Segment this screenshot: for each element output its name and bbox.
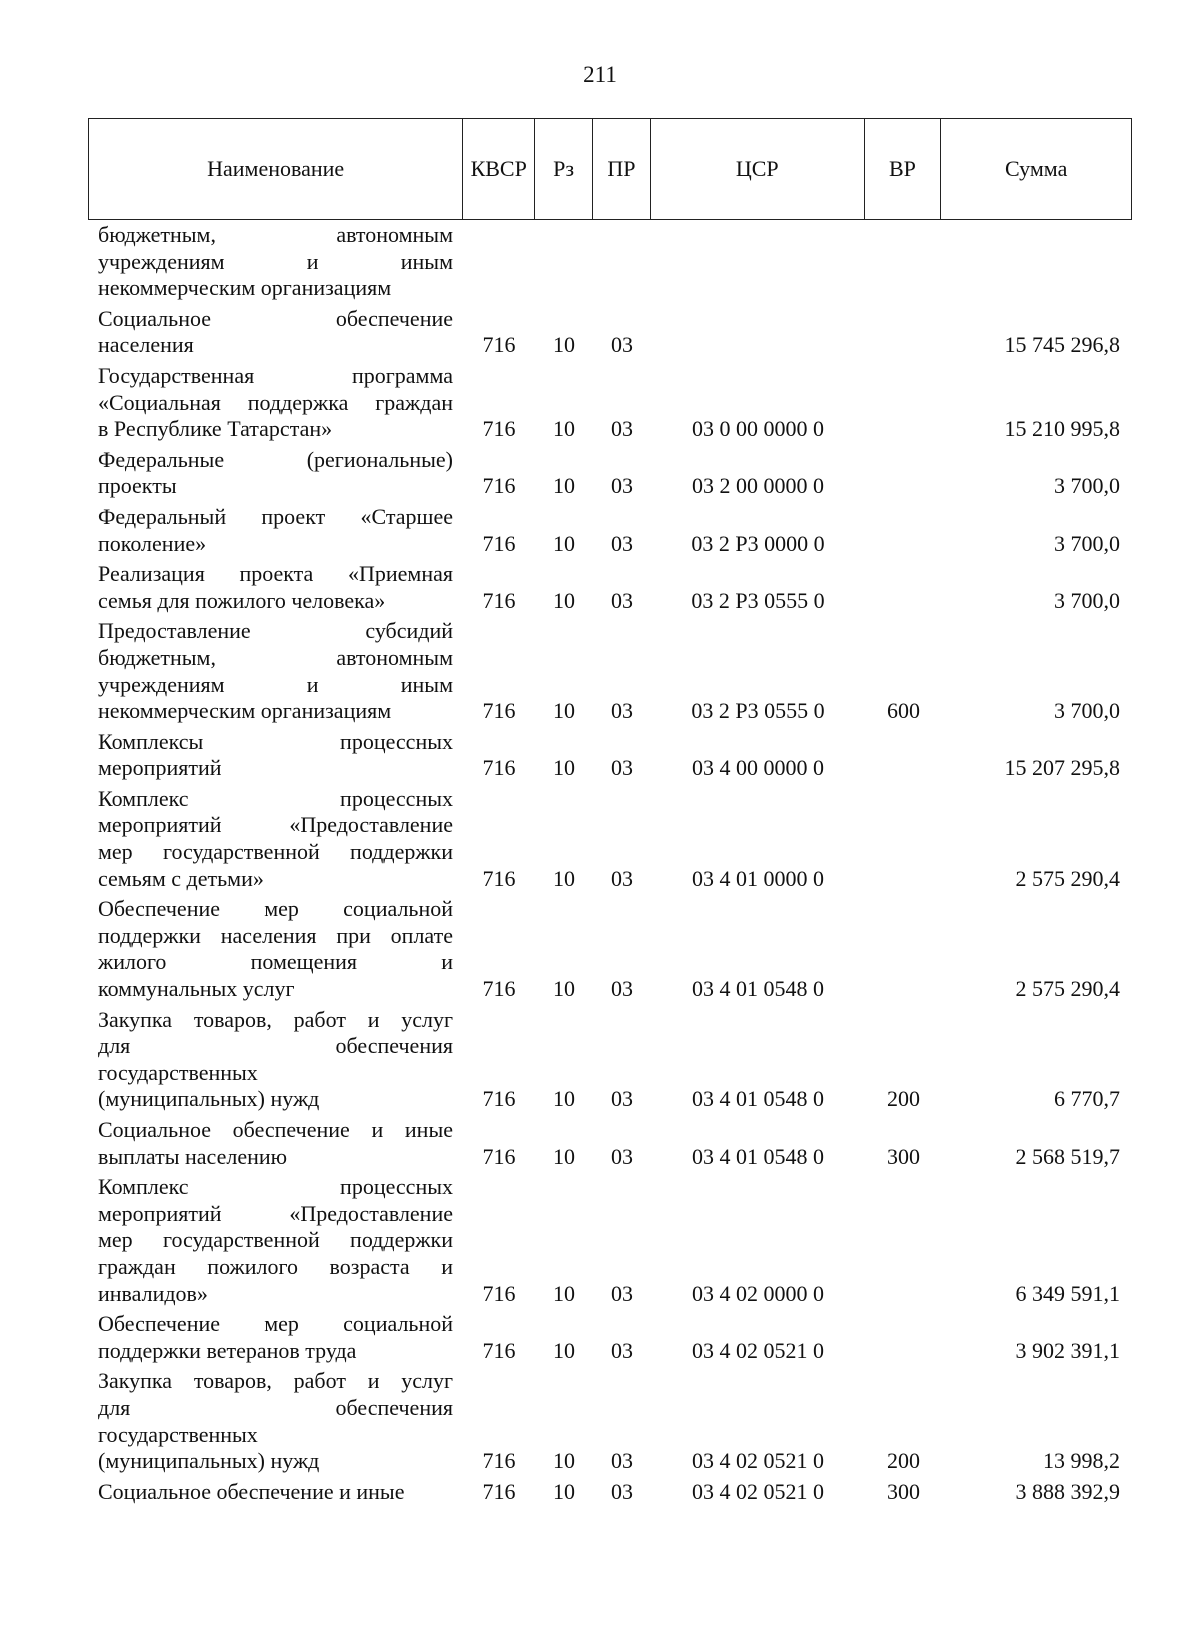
table-row	[88, 222, 1132, 302]
table-row	[88, 1117, 1132, 1170]
row-name	[88, 561, 463, 614]
row-name-line: некоммерческим организациям	[98, 698, 392, 724]
row-pr: 03	[611, 698, 633, 724]
row-name-line: государственных	[98, 1421, 258, 1447]
row-kvsr: 716	[482, 1280, 516, 1306]
row-kvsr: 716	[482, 1086, 516, 1112]
row-name-line: мероприятий	[98, 755, 222, 781]
page-number: 211	[583, 62, 617, 87]
header-pr: ПР	[593, 119, 651, 219]
row-name-line: (муниципальных) нужд	[98, 1086, 320, 1112]
row-kvsr: 716	[482, 976, 516, 1002]
row-name-line: Закупка товаров, работ и услуг	[98, 1368, 453, 1394]
row-rz: 10	[553, 1280, 575, 1306]
row-name-line: Федеральный проект «Старшее	[98, 503, 453, 529]
row-vr: 300	[887, 1143, 920, 1169]
row-kvsr: 716	[482, 1143, 516, 1169]
row-name-line: Обеспечение мер социальной	[98, 896, 453, 922]
row-pr: 03	[611, 587, 633, 613]
row-sum: 6 770,7	[1054, 1086, 1120, 1112]
row-kvsr: 716	[482, 332, 516, 358]
row-pr: 03	[611, 473, 633, 499]
row-vr: 200	[887, 1448, 920, 1474]
row-name-line: коммунальных услуг	[98, 976, 295, 1002]
row-csr: 03 4 02 0521 0	[692, 1478, 824, 1504]
row-rz: 10	[553, 1448, 575, 1474]
row-csr: 03 4 00 0000 0	[692, 755, 824, 781]
row-name	[88, 1174, 463, 1307]
row-kvsr: 716	[482, 530, 516, 556]
row-csr: 03 4 01 0548 0	[692, 1086, 824, 1112]
row-name-line: семья для пожилого человека»	[98, 587, 386, 613]
row-kvsr: 716	[482, 865, 516, 891]
row-sum: 2 568 519,7	[1015, 1143, 1120, 1169]
row-sum: 13 998,2	[1043, 1448, 1120, 1474]
table-row	[88, 1174, 1132, 1307]
row-name-line: государственных	[98, 1059, 258, 1085]
row-sum: 2 575 290,4	[1015, 976, 1120, 1002]
row-name	[88, 1007, 463, 1113]
row-csr: 03 2 Р3 0000 0	[691, 530, 825, 556]
row-pr: 03	[611, 1280, 633, 1306]
row-name-line: мер государственной поддержки	[98, 1227, 453, 1253]
row-name-line: населения	[98, 332, 194, 358]
row-name-line: Социальное обеспечение и иные	[98, 1478, 405, 1504]
table-row	[88, 618, 1132, 724]
row-name-line: Государственная программа	[98, 362, 453, 388]
row-name-line: некоммерческим организациям	[98, 275, 392, 301]
row-kvsr: 716	[482, 755, 516, 781]
row-name-line: бюджетным, автономным	[98, 644, 453, 670]
row-kvsr: 716	[482, 416, 516, 442]
row-name-line: инвалидов»	[98, 1280, 208, 1306]
row-name-line: проекты	[98, 473, 177, 499]
row-kvsr: 716	[482, 473, 516, 499]
row-name-line: поколение»	[98, 530, 207, 556]
row-rz: 10	[553, 587, 575, 613]
row-rz: 10	[553, 755, 575, 781]
row-name-line: Реализация проекта «Приемная	[98, 561, 453, 587]
row-sum: 6 349 591,1	[1015, 1280, 1120, 1306]
table-header	[88, 118, 1132, 220]
row-name-line: семьям с детьми»	[98, 865, 264, 891]
table-row	[88, 729, 1132, 782]
row-name-line: в Республике Татарстан»	[98, 416, 333, 442]
row-name	[88, 222, 463, 302]
row-name-line: Комплексы процессных	[98, 728, 453, 754]
row-name	[88, 1479, 463, 1506]
header-csr: ЦСР	[651, 119, 865, 219]
row-name	[88, 504, 463, 557]
row-kvsr: 716	[482, 587, 516, 613]
table-row	[88, 786, 1132, 892]
row-name-line: жилого помещения и	[98, 949, 453, 975]
row-name	[88, 618, 463, 724]
row-name-line: Комплекс процессных	[98, 785, 453, 811]
row-pr: 03	[611, 976, 633, 1002]
table-row	[88, 504, 1132, 557]
row-name-line: Закупка товаров, работ и услуг	[98, 1006, 453, 1032]
row-rz: 10	[553, 332, 575, 358]
row-kvsr: 716	[482, 1337, 516, 1363]
row-name-line: для обеспечения	[98, 1394, 453, 1420]
row-name	[88, 786, 463, 892]
row-pr: 03	[611, 755, 633, 781]
row-rz: 10	[553, 473, 575, 499]
row-name-line: (муниципальных) нужд	[98, 1448, 320, 1474]
row-name	[88, 1311, 463, 1364]
row-rz: 10	[553, 865, 575, 891]
table-row	[88, 1007, 1132, 1113]
row-pr: 03	[611, 332, 633, 358]
table-row	[88, 1368, 1132, 1474]
row-name-line: Обеспечение мер социальной	[98, 1311, 453, 1337]
row-pr: 03	[611, 1086, 633, 1112]
table-row	[88, 306, 1132, 359]
row-csr: 03 4 01 0548 0	[692, 1143, 824, 1169]
row-sum: 2 575 290,4	[1015, 865, 1120, 891]
budget-table	[88, 118, 1132, 1509]
row-name	[88, 363, 463, 443]
row-name-line: бюджетным, автономным	[98, 222, 453, 247]
row-rz: 10	[553, 698, 575, 724]
row-sum: 3 700,0	[1054, 530, 1120, 556]
table-row	[88, 447, 1132, 500]
row-csr: 03 4 02 0521 0	[692, 1448, 824, 1474]
row-csr: 03 2 00 0000 0	[692, 473, 824, 499]
row-name	[88, 447, 463, 500]
row-name	[88, 896, 463, 1002]
row-sum: 15 210 995,8	[1004, 416, 1120, 442]
header-name: Наименование	[89, 119, 463, 219]
row-sum: 15 745 296,8	[1004, 332, 1120, 358]
row-pr: 03	[611, 416, 633, 442]
row-name-line: мер государственной поддержки	[98, 839, 453, 865]
row-pr: 03	[611, 1448, 633, 1474]
row-name-line: Федеральные (региональные)	[98, 446, 453, 472]
row-rz: 10	[553, 1337, 575, 1363]
row-vr: 300	[887, 1478, 920, 1504]
row-sum: 15 207 295,8	[1004, 755, 1120, 781]
table-row	[88, 1311, 1132, 1364]
row-sum: 3 888 392,9	[1015, 1478, 1120, 1504]
row-name-line: поддержки ветеранов труда	[98, 1337, 357, 1363]
row-csr: 03 2 Р3 0555 0	[691, 587, 825, 613]
row-sum: 3 700,0	[1054, 587, 1120, 613]
row-name-line: учреждениям и иным	[98, 671, 453, 697]
row-rz: 10	[553, 976, 575, 1002]
row-name-line: мероприятий «Предоставление	[98, 812, 453, 838]
table-row	[88, 1479, 1132, 1506]
row-sum: 3 700,0	[1054, 473, 1120, 499]
row-csr: 03 4 01 0000 0	[692, 865, 824, 891]
header-kvsr: КВСР	[463, 119, 535, 219]
table-row	[88, 363, 1132, 443]
row-kvsr: 716	[482, 1478, 516, 1504]
header-vr: ВР	[865, 119, 942, 219]
row-csr: 03 4 02 0521 0	[692, 1337, 824, 1363]
row-vr: 600	[887, 698, 920, 724]
row-csr: 03 4 02 0000 0	[692, 1280, 824, 1306]
row-name-line: выплаты населению	[98, 1143, 288, 1169]
row-name-line: граждан пожилого возраста и	[98, 1253, 453, 1279]
row-vr: 200	[887, 1086, 920, 1112]
row-csr: 03 4 01 0548 0	[692, 976, 824, 1002]
row-name-line: Социальное обеспечение	[98, 305, 453, 331]
row-pr: 03	[611, 1337, 633, 1363]
row-rz: 10	[553, 1143, 575, 1169]
row-name	[88, 1368, 463, 1474]
row-name	[88, 1117, 463, 1170]
row-kvsr: 716	[482, 698, 516, 724]
row-pr: 03	[611, 865, 633, 891]
row-name-line: для обеспечения	[98, 1033, 453, 1059]
row-name	[88, 306, 463, 359]
table-row	[88, 896, 1132, 1002]
row-csr: 03 0 00 0000 0	[692, 416, 824, 442]
row-name-line: поддержки населения при оплате	[98, 922, 453, 948]
row-pr: 03	[611, 530, 633, 556]
row-rz: 10	[553, 416, 575, 442]
header-rz: Рз	[535, 119, 593, 219]
row-name	[88, 729, 463, 782]
row-sum: 3 902 391,1	[1015, 1337, 1120, 1363]
row-pr: 03	[611, 1478, 633, 1504]
row-name-line: мероприятий «Предоставление	[98, 1200, 453, 1226]
table-body	[88, 220, 1132, 1505]
row-name-line: «Социальная поддержка граждан	[98, 389, 453, 415]
row-rz: 10	[553, 1086, 575, 1112]
header-sum: Сумма	[1005, 156, 1068, 181]
row-rz: 10	[553, 530, 575, 556]
row-rz: 10	[553, 1478, 575, 1504]
row-kvsr: 716	[482, 1448, 516, 1474]
table-row	[88, 561, 1132, 614]
row-name-line: учреждениям и иным	[98, 248, 453, 274]
row-name-line: Комплекс процессных	[98, 1174, 453, 1200]
row-pr: 03	[611, 1143, 633, 1169]
row-name-line: Предоставление субсидий	[98, 618, 453, 644]
row-csr: 03 2 Р3 0555 0	[691, 698, 825, 724]
row-sum: 3 700,0	[1054, 698, 1120, 724]
row-name-line: Социальное обеспечение и иные	[98, 1117, 453, 1142]
